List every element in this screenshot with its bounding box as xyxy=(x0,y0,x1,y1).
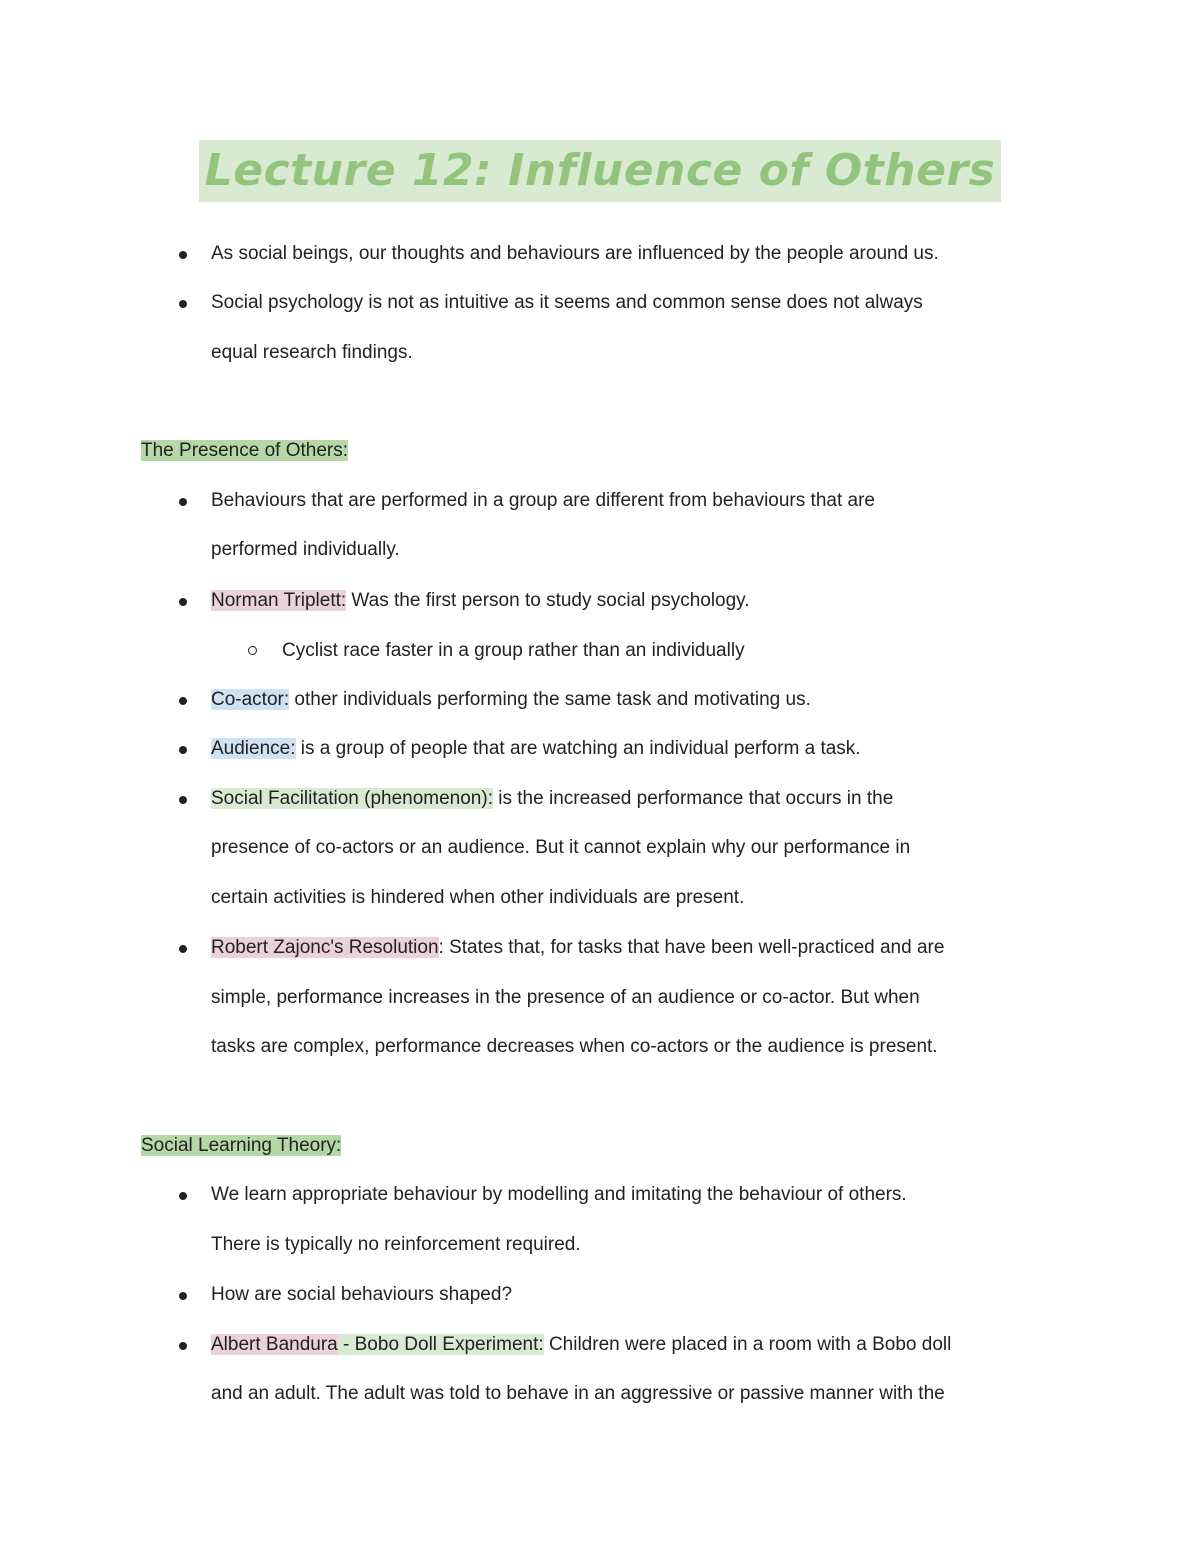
list-item-continued: certain activities is hindered when other individuals are present. xyxy=(211,887,745,908)
page-title: Lecture 12: Influence of Others xyxy=(199,140,1002,202)
term-co-actor: Co-actor: xyxy=(211,689,290,710)
sub-bullet-icon xyxy=(248,646,257,655)
list-item-bandura xyxy=(211,1333,951,1357)
definition-text: : States that, for tasks that have been well-practiced and are xyxy=(438,937,945,958)
intro-line-1: As social beings, our thoughts and behaviours are influenced by the people around us. xyxy=(211,243,939,264)
bullet-icon xyxy=(179,300,187,308)
term-bobo-doll-experiment: - Bobo Doll Experiment: xyxy=(337,1334,544,1355)
list-item-coactor xyxy=(211,688,811,712)
term-social-facilitation: Social Facilitation (phenomenon): xyxy=(211,788,493,809)
term-norman-triplett: Norman Triplett: xyxy=(211,590,347,611)
section-heading-presence xyxy=(141,439,348,463)
term-audience: Audience: xyxy=(211,738,296,759)
bullet-icon xyxy=(179,1292,187,1300)
title-container xyxy=(0,140,1200,202)
list-item-continued: and an adult. The adult was told to behave in an aggressive or passive manner with the xyxy=(211,1383,945,1404)
list-item-continued: simple, performance increases in the presence of an audience or co-actor. But when xyxy=(211,987,920,1008)
list-item-zajonc xyxy=(211,936,944,960)
bullet-icon xyxy=(179,498,187,506)
definition-text: other individuals performing the same task and motivating us. xyxy=(289,689,811,710)
list-item-continued: tasks are complex, performance decreases when co-actors or the audience is present. xyxy=(211,1036,938,1057)
sub-list-item: Cyclist race faster in a group rather than an individually xyxy=(282,640,745,661)
intro-line-2: Social psychology is not as intuitive as it seems and common sense does not always xyxy=(211,292,923,313)
section-heading-text: Social Learning Theory: xyxy=(141,1135,342,1156)
list-item-continued: There is typically no reinforcement required. xyxy=(211,1234,581,1255)
bullet-icon xyxy=(179,796,187,804)
bullet-icon xyxy=(179,697,187,705)
bullet-icon xyxy=(179,1342,187,1350)
list-item: Behaviours that are performed in a group are different from behaviours that are xyxy=(211,490,875,511)
list-item: We learn appropriate behaviour by modelling and imitating the behaviour of others. xyxy=(211,1184,907,1205)
bullet-icon xyxy=(179,251,187,259)
definition-text: Children were placed in a room with a Bobo doll xyxy=(543,1334,952,1355)
list-item-triplett xyxy=(211,589,750,613)
definition-text: is the increased performance that occurs in the xyxy=(493,788,894,809)
term-albert-bandura: Albert Bandura xyxy=(211,1334,338,1355)
list-item-continued: performed individually. xyxy=(211,539,400,560)
intro-line-3: equal research findings. xyxy=(211,342,413,363)
definition-text: Was the first person to study social psychology. xyxy=(346,590,750,611)
bullet-icon xyxy=(179,1192,187,1200)
list-item: How are social behaviours shaped? xyxy=(211,1284,513,1305)
section-heading-text: The Presence of Others: xyxy=(141,440,348,461)
bullet-icon xyxy=(179,945,187,953)
term-zajonc-resolution: Robert Zajonc's Resolution xyxy=(211,937,439,958)
list-item-social-facilitation xyxy=(211,787,893,811)
bullet-icon xyxy=(179,746,187,754)
definition-text: is a group of people that are watching an individual perform a task. xyxy=(295,738,861,759)
list-item-continued: presence of co-actors or an audience. But it cannot explain why our performance in xyxy=(211,837,911,858)
section-heading-slt xyxy=(141,1134,341,1158)
bullet-icon xyxy=(179,598,187,606)
list-item-audience xyxy=(211,737,861,761)
